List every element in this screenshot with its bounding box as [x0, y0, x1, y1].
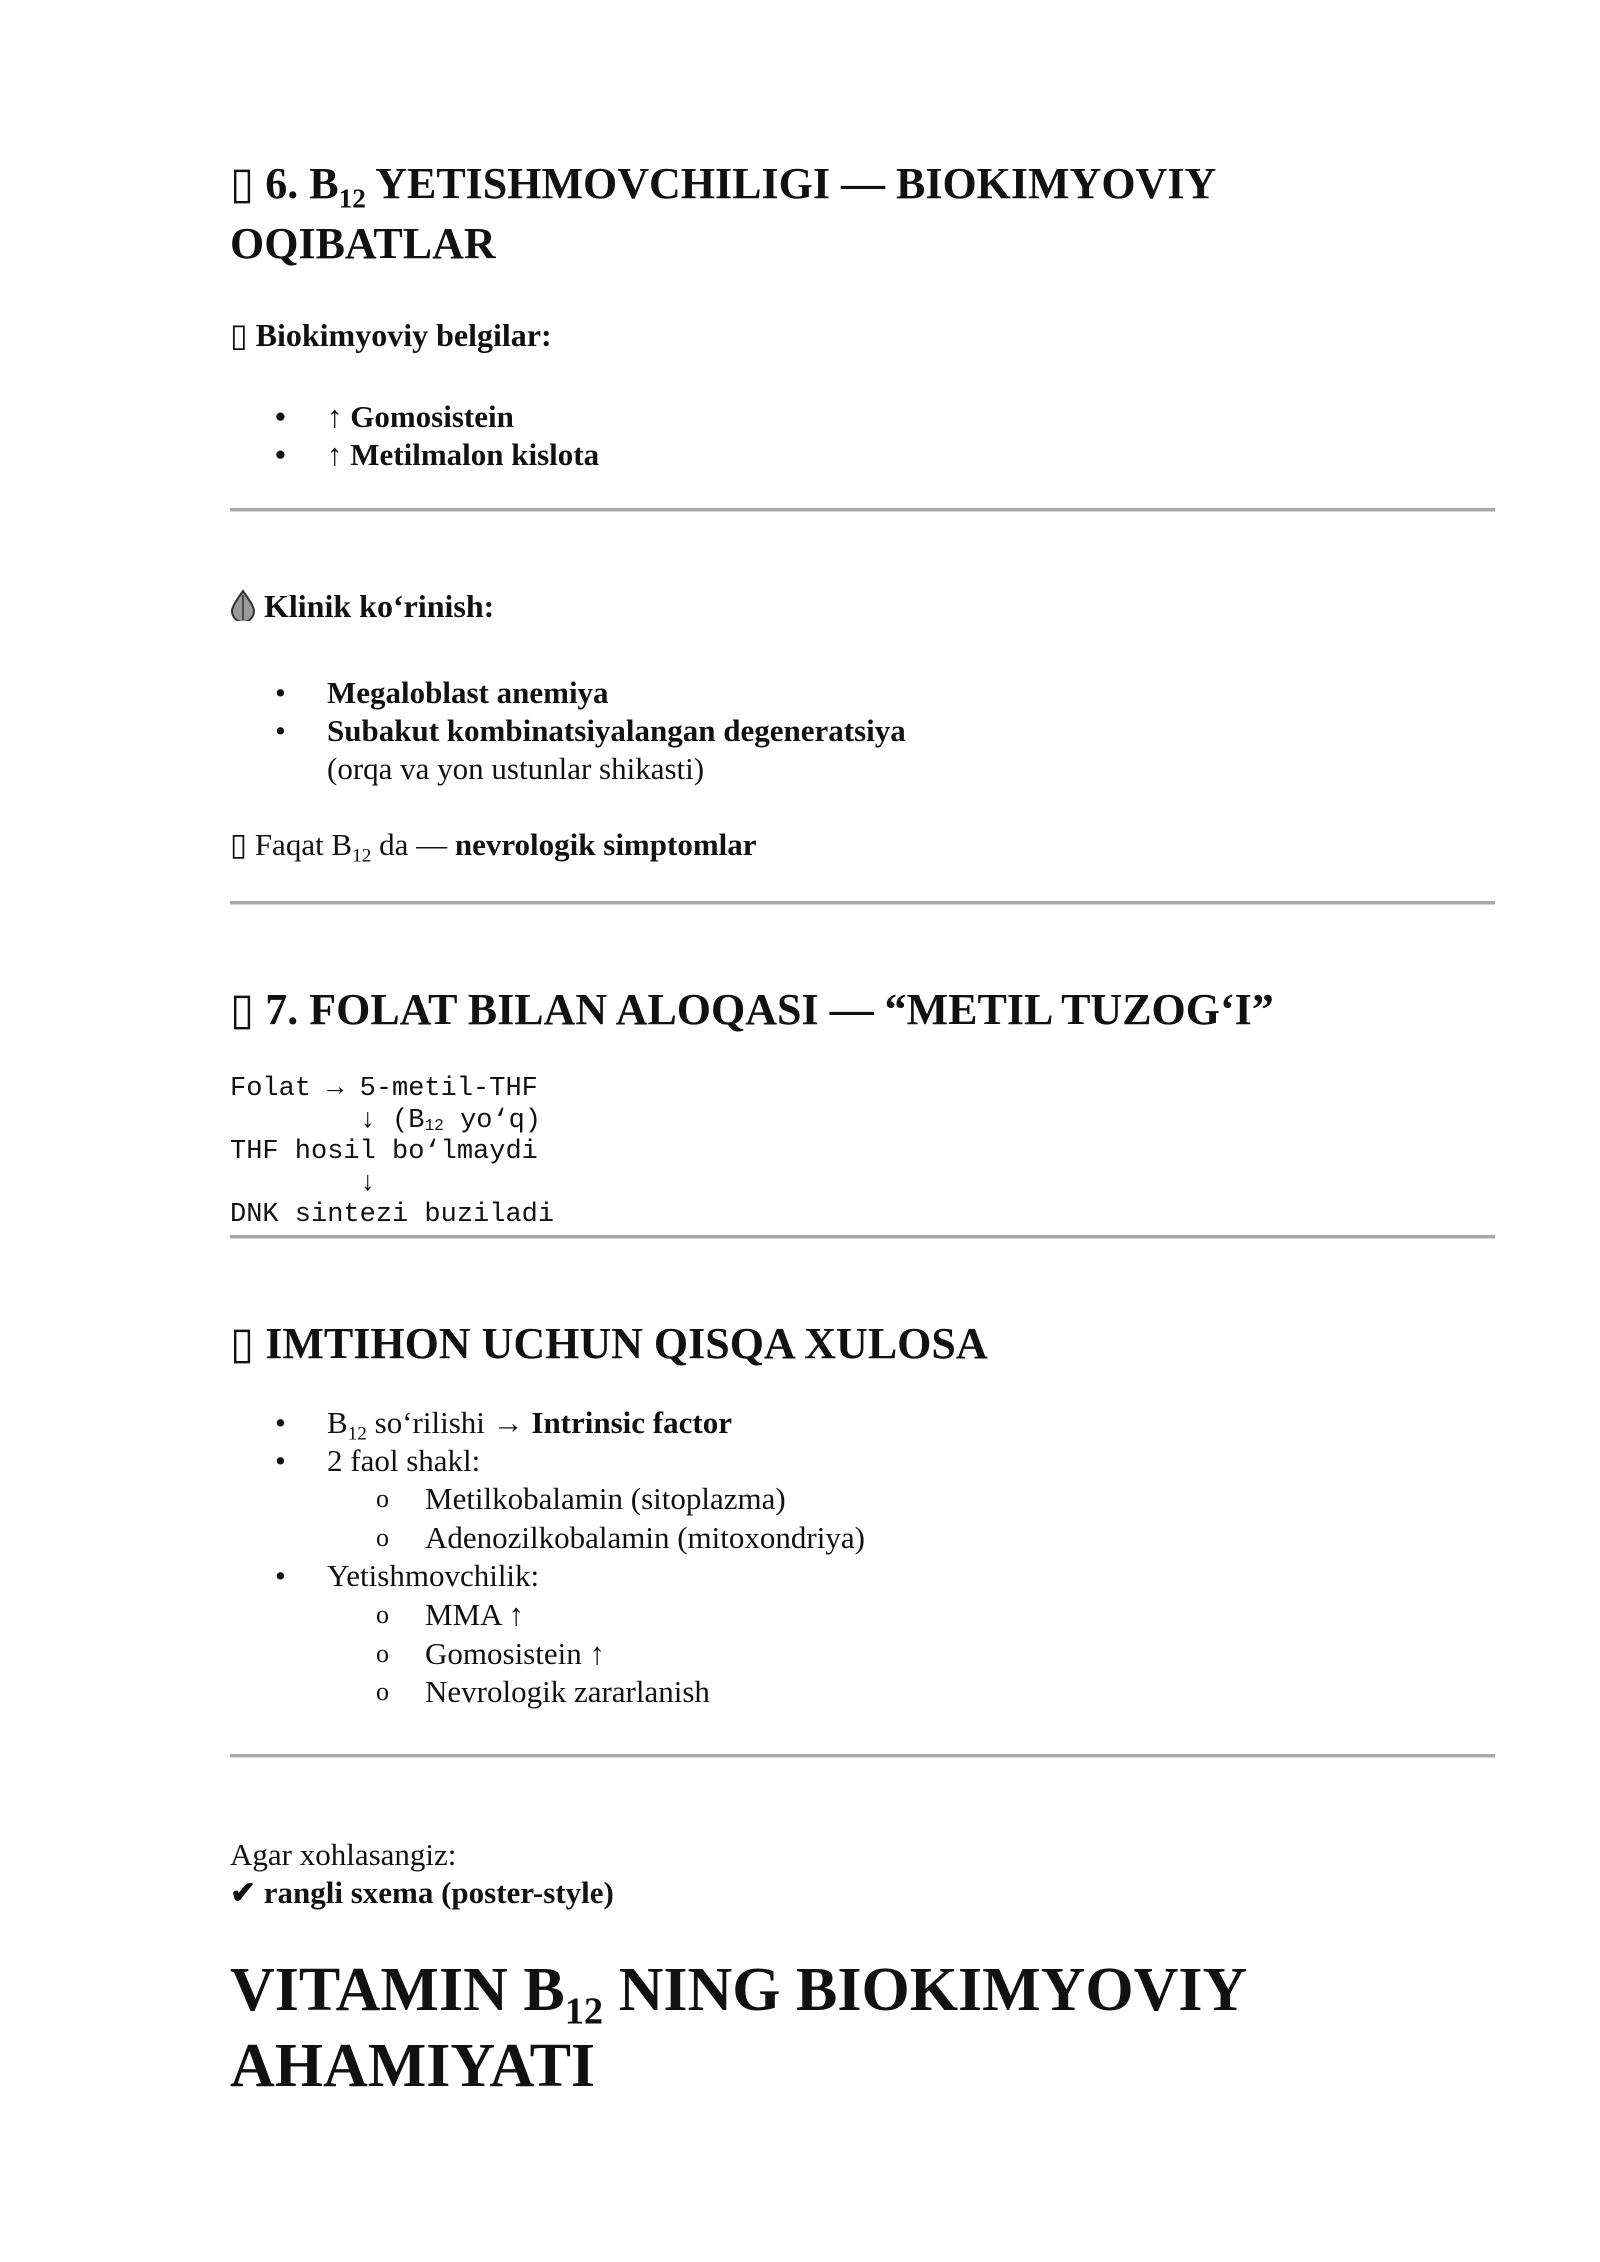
box-placeholder-icon: ▯ — [230, 1319, 255, 1368]
summary-list-deficiency — [230, 1557, 539, 1595]
check-icon: ✔ — [230, 1875, 256, 1910]
drop-icon — [230, 588, 256, 625]
deficiency-list — [230, 1596, 710, 1712]
clinic-heading: Klinik ko‘rinish: — [230, 588, 494, 625]
list-item: o Metilkobalamin (sitoplazma) — [230, 1480, 865, 1519]
list-item: • Megaloblast anemiya — [230, 674, 906, 712]
list-item: • ↑ Gomosistein — [230, 398, 599, 436]
signs-list — [230, 398, 599, 474]
vitamin-b12-heading: VITAMIN $B_{12}$ NING BIOKIMYOVIY AHAMIYATI — [230, 1956, 1248, 2100]
divider — [230, 508, 1495, 512]
section-7-heading: ▯ 7. FOLAT BILAN ALOQASI — “METIL TUZOG‘I” — [230, 980, 1274, 1040]
summary-list — [230, 1404, 732, 1480]
clinic-list — [230, 674, 906, 788]
list-item: • $B_{12}$ so‘rilishi → Intrinsic factor — [230, 1404, 732, 1442]
folate-trap-code-block: Folat → 5-metil-THF ↓ ($B_{12}$ yo‘q) THF hosil bo‘lmaydi ↓ DNK sintezi buziladi — [230, 1074, 555, 1230]
section-6-heading: ▯ 6. $B_{12}$ YETISHMOVCHILIGI — BIOKIMYOVIY OQIBATLAR — [230, 154, 1216, 274]
box-placeholder-icon: ▯ — [230, 985, 255, 1034]
list-item: • 2 faol shakl: — [230, 1442, 732, 1480]
list-item: o Nevrologik zararlanish — [230, 1673, 710, 1712]
signs-heading: ▯ Biokimyoviy belgilar: — [230, 317, 552, 353]
box-placeholder-icon: ▯ — [230, 159, 255, 208]
divider — [230, 1235, 1495, 1239]
list-item: o MMA ↑ — [230, 1596, 710, 1635]
list-item: • ↑ Metilmalon kislota — [230, 436, 599, 474]
list-item: o Gomosistein ↑ — [230, 1635, 710, 1674]
list-item: • Subakut kombinatsiyalangan degeneratsiya (orqa va yon ustunlar shikasti) — [230, 712, 906, 788]
list-item: o Adenozilkobalamin (mitoxondriya) — [230, 1519, 865, 1558]
box-placeholder-icon: ▯ — [230, 827, 248, 862]
neuro-note: ▯ Faqat $B_{12}$ da — nevrologik simptomlar — [230, 827, 757, 867]
box-placeholder-icon: ▯ — [230, 317, 248, 353]
active-forms-list — [230, 1480, 865, 1557]
divider — [230, 901, 1495, 905]
summary-heading: ▯ IMTIHON UCHUN QISQA XULOSA — [230, 1314, 988, 1374]
list-item: • Yetishmovchilik: — [230, 1557, 539, 1595]
divider — [230, 1754, 1495, 1758]
offer-text: Agar xohlasangiz: ✔ rangli sxema (poster-style) — [230, 1837, 614, 1910]
